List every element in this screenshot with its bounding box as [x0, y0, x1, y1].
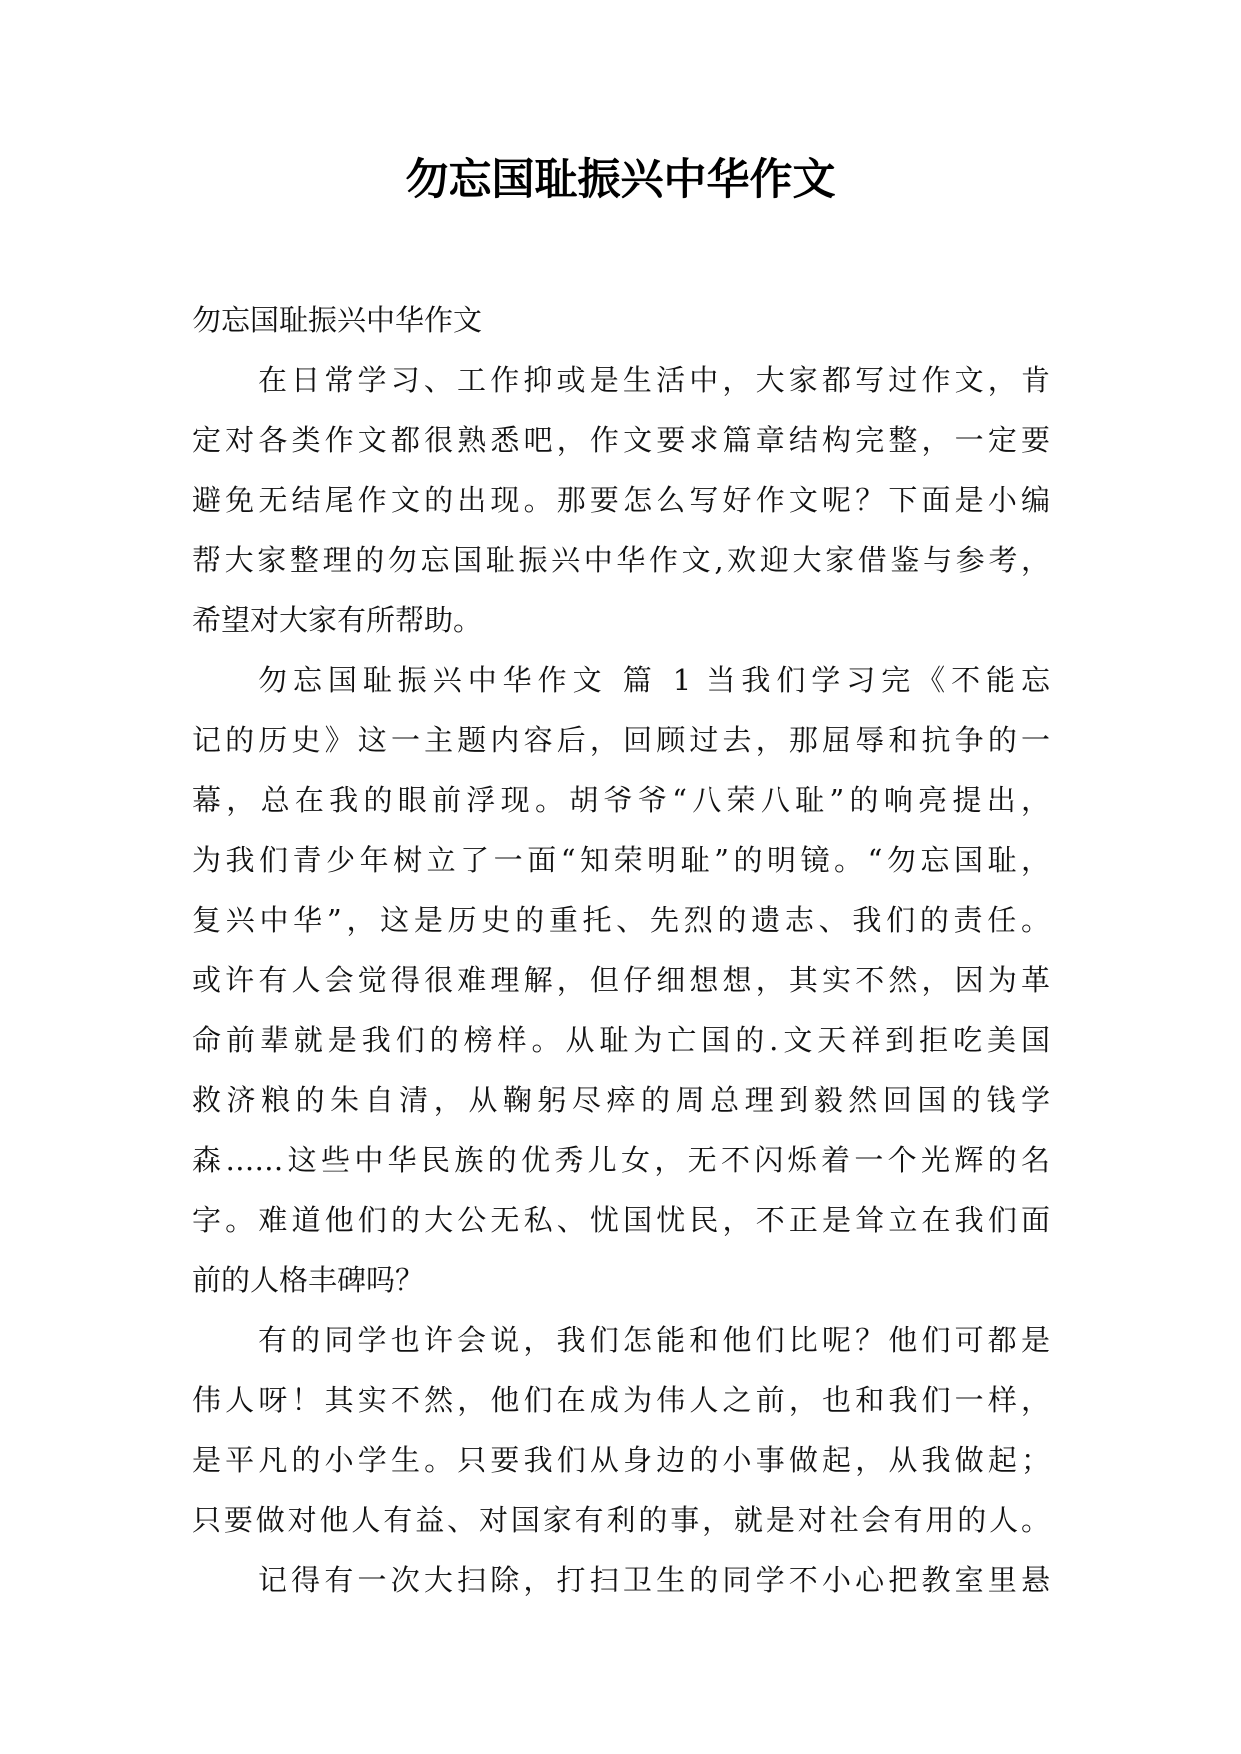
- text-line: 记的历史》这一主题内容后，回顾过去，那屈辱和抗争的一: [192, 723, 1050, 757]
- text-line: 字。难道他们的大公无私、忧国忧民，不正是耸立在我们面: [192, 1203, 1050, 1237]
- text-line: 命前辈就是我们的榜样。从耻为亡国的.文天祥到拒吃美国: [192, 1023, 1050, 1057]
- text-line: 希望对大家有所帮助。: [192, 603, 483, 637]
- text-line: 森……这些中华民族的优秀儿女，无不闪烁着一个光辉的名: [192, 1143, 1050, 1177]
- text-line: 帮大家整理的勿忘国耻振兴中华作文,欢迎大家借鉴与参考，: [192, 543, 1050, 577]
- text-line: 或许有人会觉得很难理解，但仔细想想，其实不然，因为革: [192, 963, 1050, 997]
- text-line: 定对各类作文都很熟悉吧，作文要求篇章结构完整，一定要: [192, 423, 1050, 457]
- text-line: 幕，总在我的眼前浮现。胡爷爷“八荣八耻”的响亮提出，: [192, 783, 1050, 817]
- text-line: 记得有一次大扫除，打扫卫生的同学不小心把教室里悬: [258, 1563, 1050, 1597]
- document-title: 勿忘国耻振兴中华作文: [405, 155, 836, 205]
- text-line: 复兴中华”，这是历史的重托、先烈的遗志、我们的责任。: [192, 903, 1050, 937]
- text-line: 只要做对他人有益、对国家有利的事，就是对社会有用的人。: [192, 1503, 1050, 1537]
- text-line: 勿忘国耻振兴中华作文: [192, 303, 483, 337]
- text-line: 前的人格丰碑吗？: [192, 1263, 425, 1297]
- text-line: 避免无结尾作文的出现。那要怎么写好作文呢？下面是小编: [192, 483, 1050, 517]
- text-line: 勿忘国耻振兴中华作文 篇 1 当我们学习完《不能忘: [258, 663, 1050, 697]
- text-line: 伟人呀！其实不然，他们在成为伟人之前，也和我们一样，: [192, 1383, 1050, 1417]
- document-body: [192, 290, 1050, 1610]
- text-line: 为我们青少年树立了一面“知荣明耻”的明镜。“勿忘国耻，: [192, 843, 1050, 877]
- text-line: 救济粮的朱自清，从鞠躬尽瘁的周总理到毅然回国的钱学: [192, 1083, 1050, 1117]
- text-line: 有的同学也许会说，我们怎能和他们比呢？他们可都是: [258, 1323, 1050, 1357]
- text-line: 在日常学习、工作抑或是生活中，大家都写过作文，肯: [258, 363, 1050, 397]
- text-line: 是平凡的小学生。只要我们从身边的小事做起，从我做起；: [192, 1443, 1050, 1477]
